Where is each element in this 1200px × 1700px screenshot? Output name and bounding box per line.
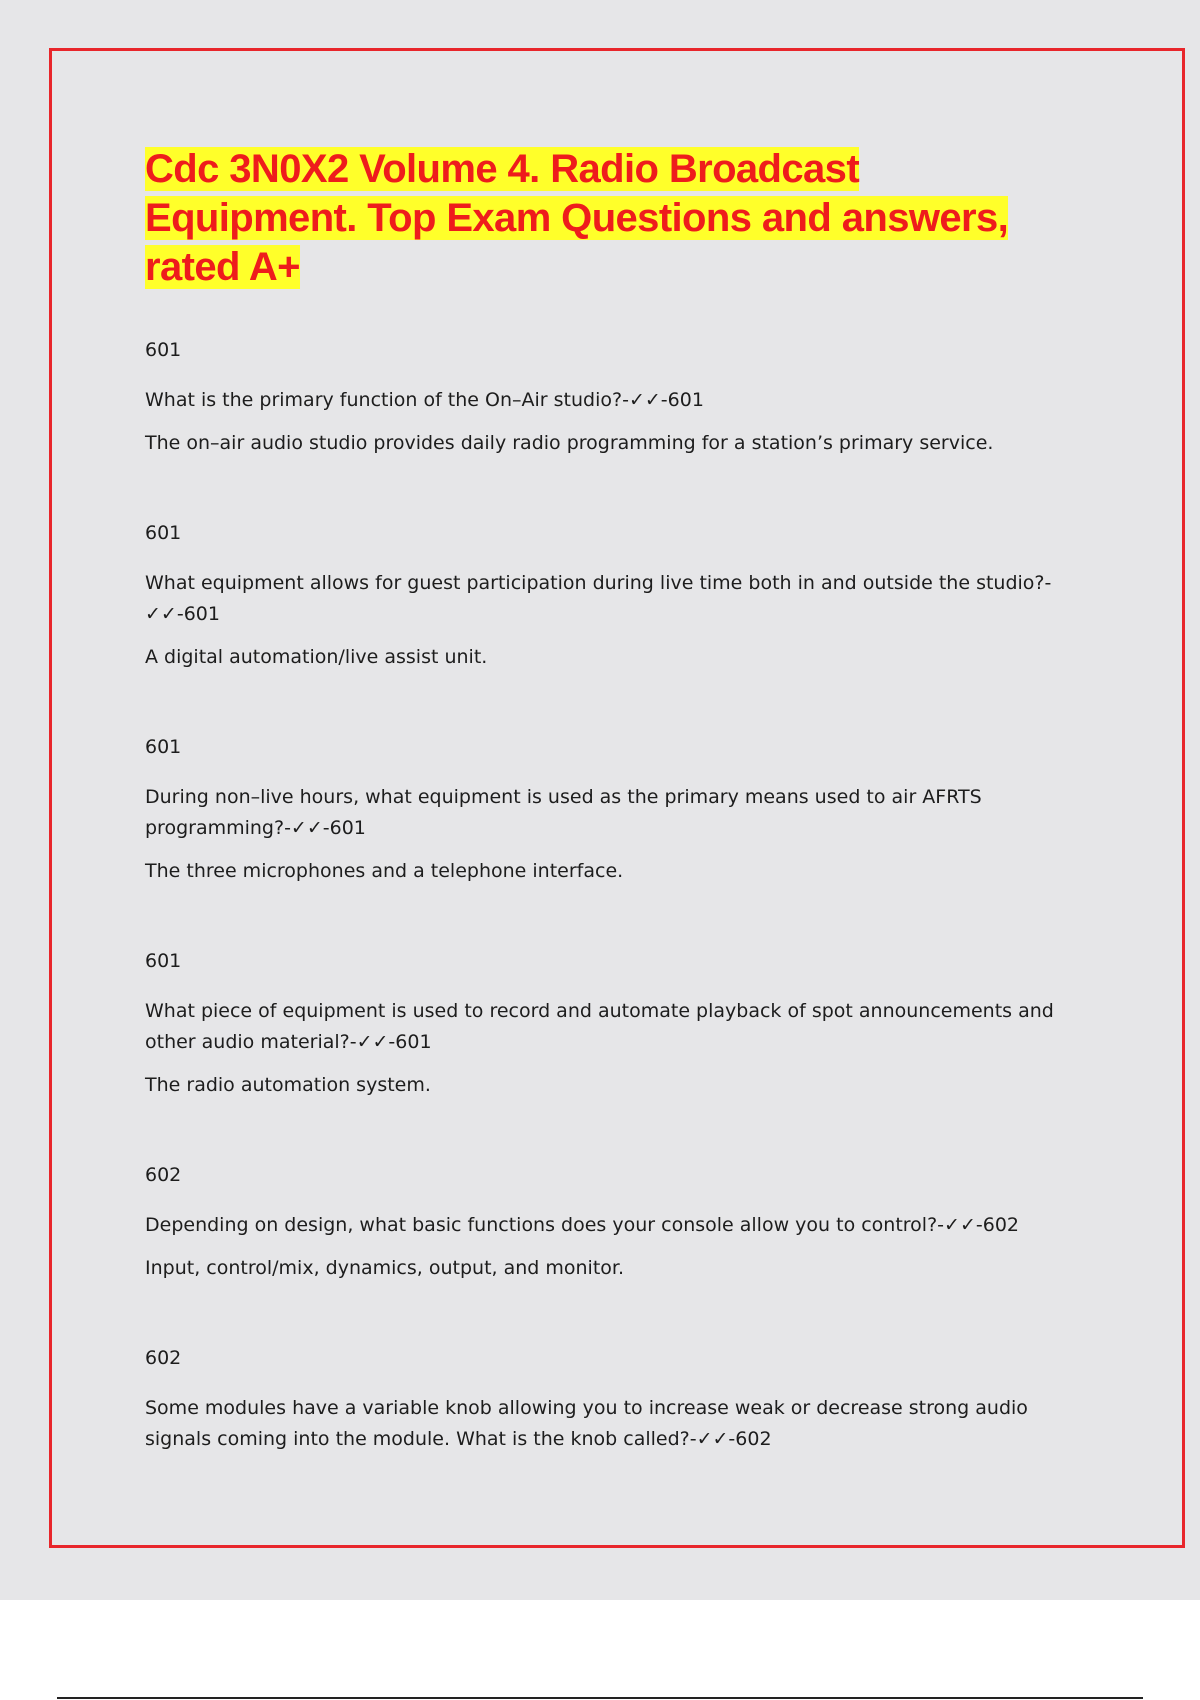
qa-code: 601 bbox=[145, 950, 182, 972]
qa-question: What piece of equipment is used to record and automate playback of spot announcements and other audio material?-✓✓-601 bbox=[145, 1000, 1054, 1053]
qa-question: Depending on design, what basic functions does your console allow you to control?-✓✓-602 bbox=[145, 1214, 1019, 1236]
qa-item bbox=[145, 520, 1095, 670]
qa-item bbox=[145, 1345, 1095, 1455]
qa-item bbox=[145, 948, 1095, 1098]
qa-question: Some modules have a variable knob allowing you to increase weak or decrease strong audio signals coming into the module. What is the knob called?-✓✓-602 bbox=[145, 1397, 1028, 1450]
qa-code: 601 bbox=[145, 339, 182, 361]
qa-item bbox=[145, 337, 1095, 456]
qa-list bbox=[145, 337, 1095, 1469]
qa-code: 602 bbox=[145, 1347, 182, 1369]
qa-question: During non–live hours, what equipment is used as the primary means used to air AFRTS programming?-✓✓-601 bbox=[145, 786, 982, 839]
document-title bbox=[145, 145, 1045, 292]
qa-question: What is the primary function of the On–Air studio?-✓✓-601 bbox=[145, 389, 704, 411]
document-title-text: Cdc 3N0X2 Volume 4. Radio Broadcast Equipment. Top Exam Questions and answers, rated A+ bbox=[145, 147, 1009, 289]
qa-answer: Input, control/mix, dynamics, output, and monitor. bbox=[145, 1257, 625, 1279]
qa-item bbox=[145, 1162, 1095, 1281]
qa-answer: The three microphones and a telephone interface. bbox=[145, 860, 624, 882]
qa-item bbox=[145, 734, 1095, 884]
qa-answer: A digital automation/live assist unit. bbox=[145, 646, 488, 668]
qa-code: 601 bbox=[145, 522, 182, 544]
qa-code: 602 bbox=[145, 1164, 182, 1186]
qa-code: 601 bbox=[145, 736, 182, 758]
qa-answer: The radio automation system. bbox=[145, 1074, 431, 1096]
qa-question: What equipment allows for guest participation during live time both in and outside the studio?-✓✓-601 bbox=[145, 572, 1052, 625]
page-divider bbox=[57, 1697, 1143, 1699]
qa-answer: The on–air audio studio provides daily radio programming for a station’s primary service. bbox=[145, 432, 994, 454]
